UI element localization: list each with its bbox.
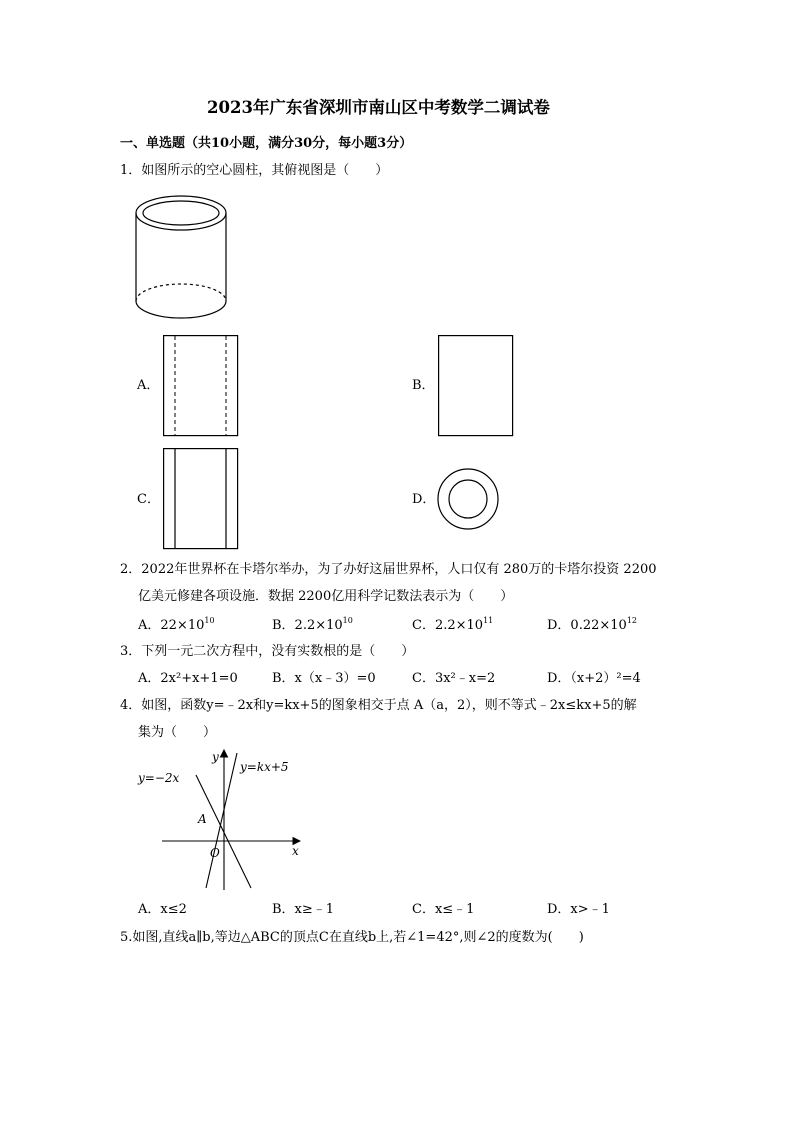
q2-option-c[interactable]: C．$2.2\times 10^{11}$ — [412, 616, 494, 633]
q2-option-b[interactable]: B．$2.2\times 10^{10}$ — [272, 616, 353, 633]
label-y-neg2x: y=−2x — [138, 771, 180, 785]
q3-stem: 3．下列一元二次方程中，没有实数根的是（ ） — [120, 644, 415, 659]
q4-option-b[interactable]: B．x≥﹣1 — [272, 902, 335, 917]
q3-option-b[interactable]: B．x（x﹣3）=0 — [272, 671, 376, 686]
q1-option-d-label[interactable]: D． — [412, 492, 436, 507]
q4-function-graph — [130, 745, 310, 895]
point-a-label: A — [198, 812, 207, 826]
q4-stem-line1: 4．如图，函数y=﹣2x和y=kx+5的图象相交于点 A（a，2），则不等式﹣2x≤kx+5的解 — [120, 698, 637, 713]
q1-option-b-figure[interactable] — [438, 335, 514, 437]
q4-option-c[interactable]: C．x≤﹣1 — [412, 902, 475, 917]
page-title: 2023年广东省深圳市南山区中考数学二调试卷 — [207, 98, 550, 117]
origin-label: O — [210, 846, 220, 860]
q2-option-d[interactable]: D．$0.22\times 10^{12}$ — [547, 616, 637, 633]
q3-option-d[interactable]: D．（x+2）²=4 — [547, 671, 641, 686]
q1-option-a-figure[interactable] — [163, 335, 239, 437]
q5-stem: 5.如图,直线a∥b,等边△ABC的顶点C在直线b上,若∠1=42°,则∠2的度数为( ) — [120, 930, 584, 945]
q1-option-c-figure[interactable] — [163, 448, 239, 550]
axis-y-label: y — [212, 750, 219, 764]
q4-stem-line2: 集为（ ） — [138, 725, 217, 740]
section-heading: 一、单选题（共10小题，满分30分，每小题3分） — [120, 136, 413, 151]
q2-stem-line1: 2．2022年世界杯在卡塔尔举办，为了办好这届世界杯，人口仅有 280万的卡塔尔投资 2200 — [120, 562, 657, 577]
hollow-cylinder-figure — [133, 193, 233, 323]
q1-option-d-figure[interactable] — [436, 467, 502, 533]
q4-option-a[interactable]: A．x≤2 — [138, 902, 187, 917]
q1-stem: 1．如图所示的空心圆柱，其俯视图是（ ） — [120, 163, 389, 178]
q1-option-c-label[interactable]: C． — [137, 492, 160, 507]
axis-x-label: x — [292, 844, 299, 858]
q1-option-a-label[interactable]: A． — [137, 378, 160, 393]
line-y-kx5 — [206, 753, 237, 888]
q3-option-a[interactable]: A．2x²+x+1=0 — [138, 671, 238, 686]
q2-stem-line2: 亿美元修建各项设施．数据 2200亿用科学记数法表示为（ ） — [138, 589, 514, 604]
q2-option-a[interactable]: A．$22\times 10^{10}$ — [138, 616, 215, 633]
q3-option-c[interactable]: C．3x²﹣x=2 — [412, 671, 496, 686]
label-y-kx5: y=kx+5 — [240, 760, 289, 774]
q1-option-b-label[interactable]: B． — [412, 378, 435, 393]
q4-option-d[interactable]: D．x>﹣1 — [547, 902, 610, 917]
